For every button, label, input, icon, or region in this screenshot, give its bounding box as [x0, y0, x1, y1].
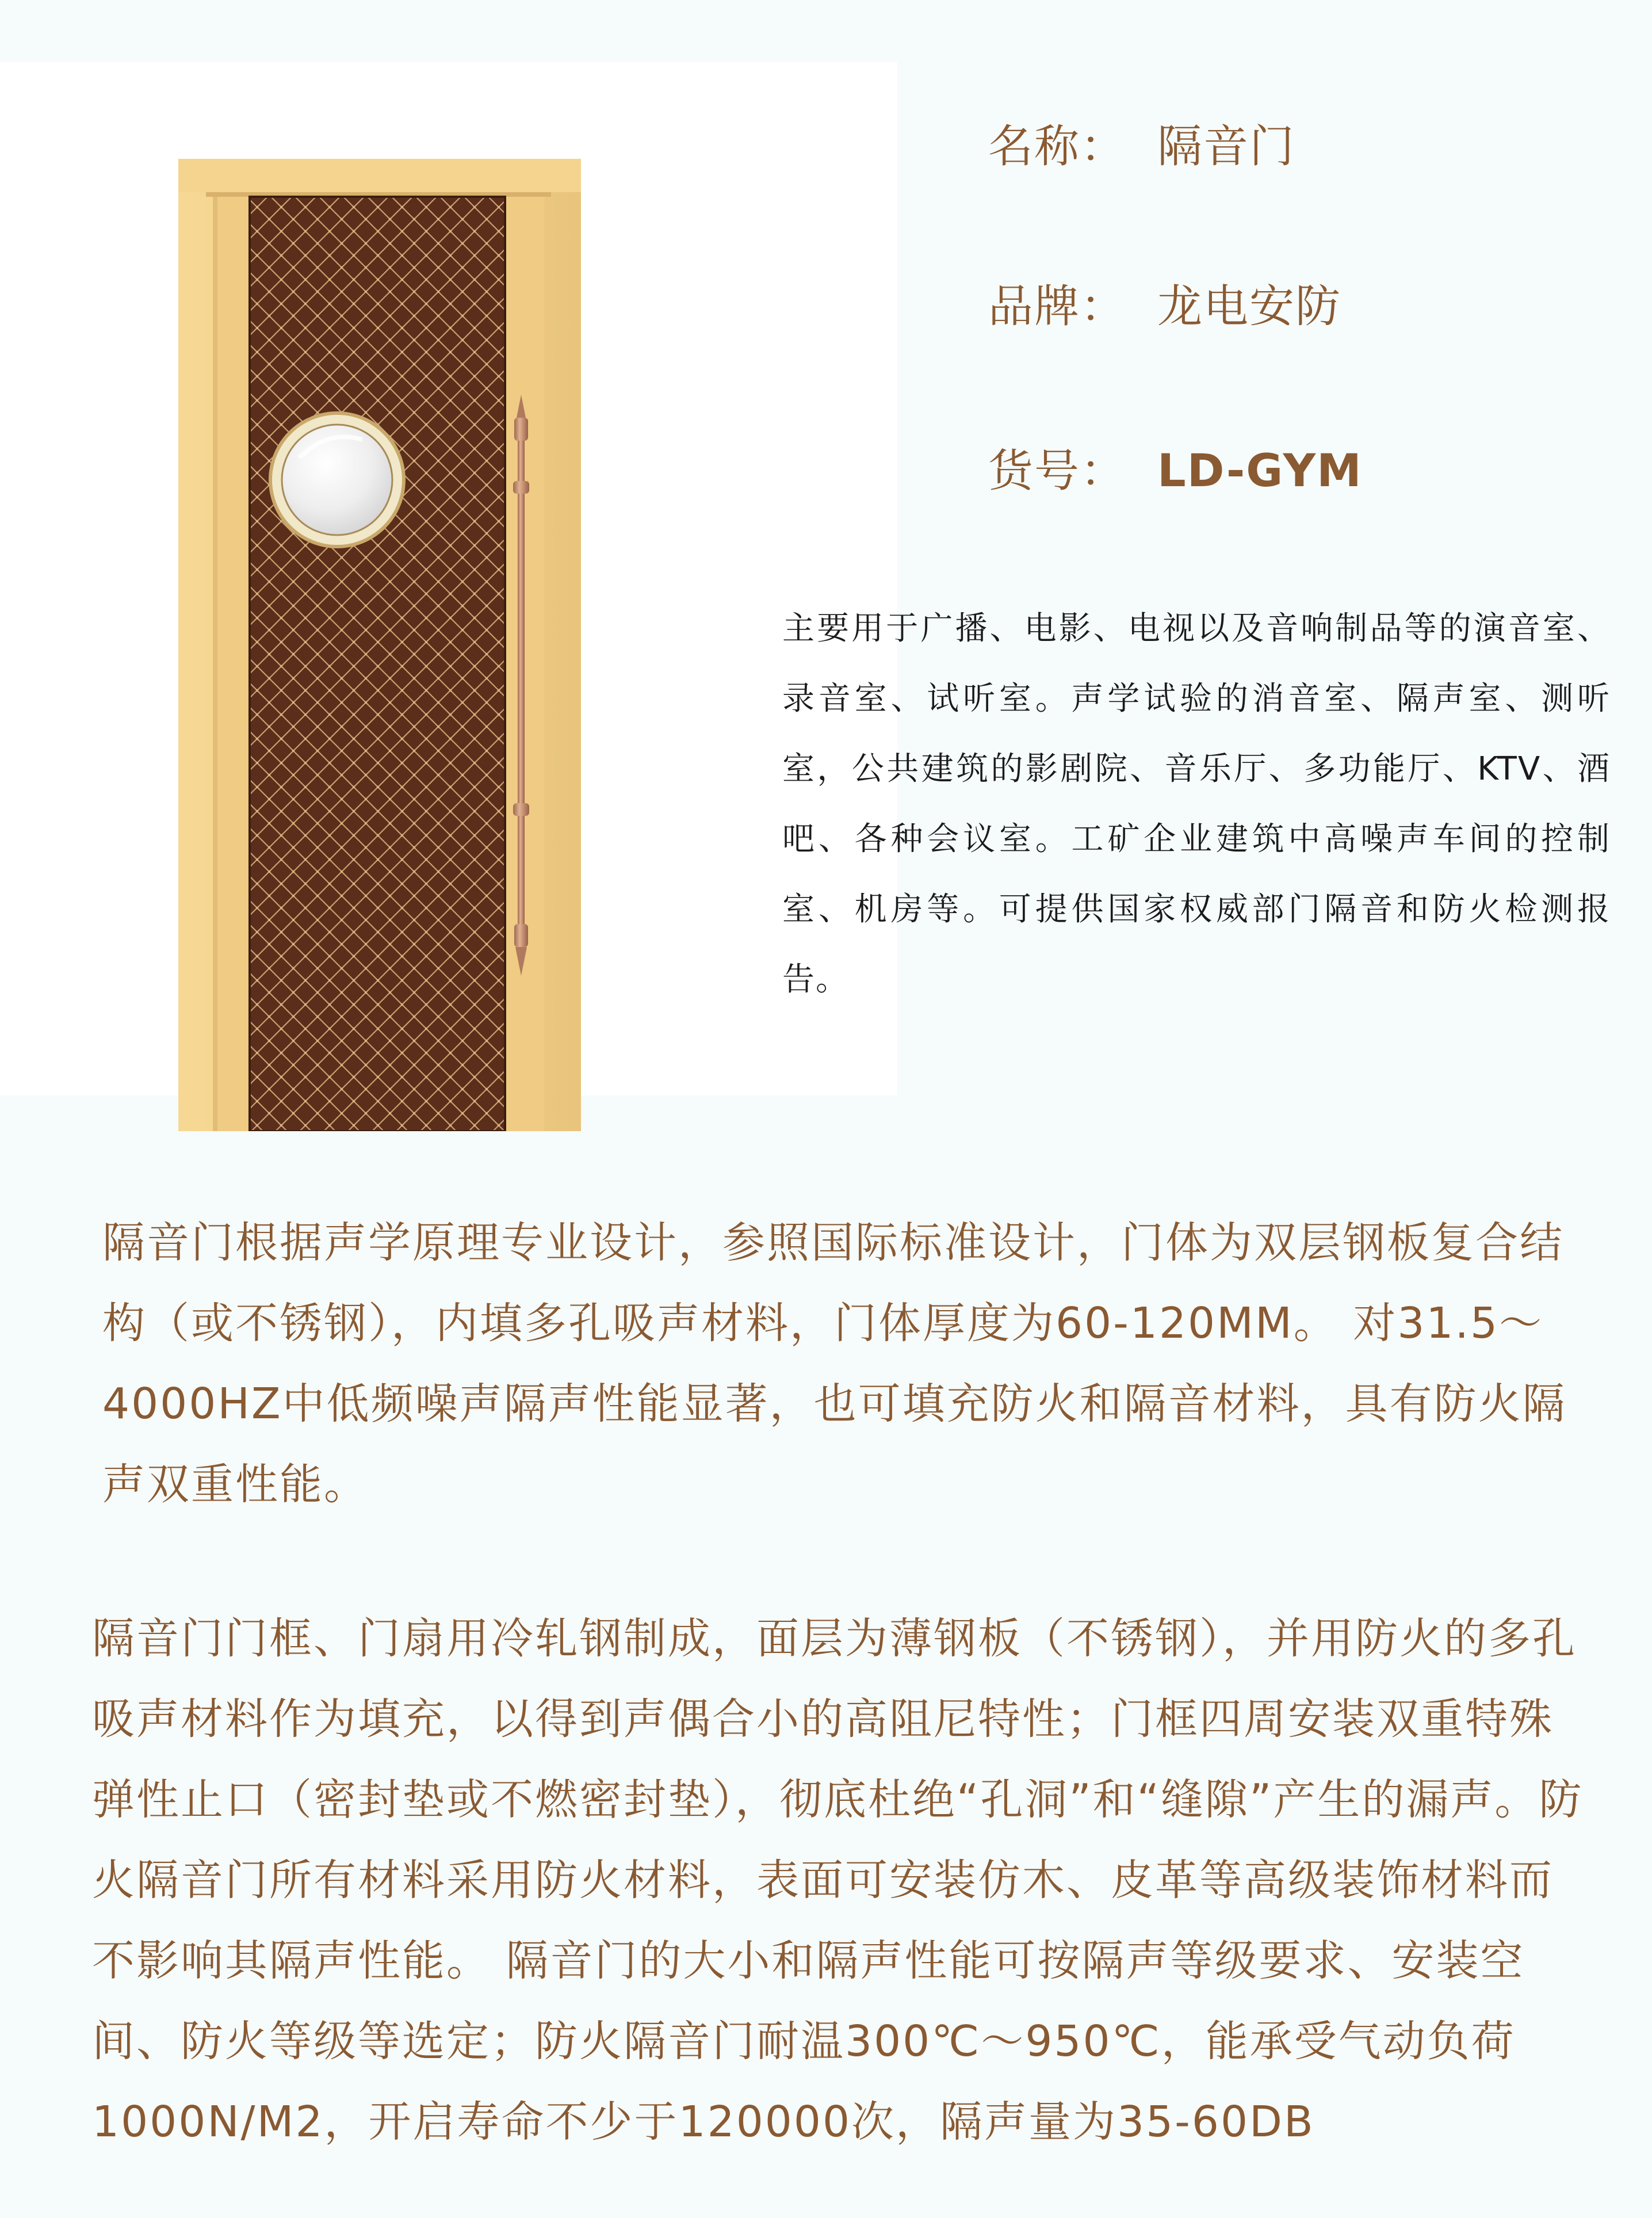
name-label: 名称： [988, 121, 1127, 173]
brand-label: 品牌： [988, 281, 1127, 333]
product-name [988, 121, 1296, 173]
product-code [988, 445, 1363, 497]
soundproof-door-image [173, 159, 610, 1131]
code-value: LD-GYM [1157, 445, 1363, 497]
brand-value: 龙电安防 [1157, 281, 1342, 333]
product-brand [988, 281, 1342, 333]
material-paragraph: 隔音门门框、门扇用冷轧钢制成，面层为薄钢板（不锈钢），并用防火的多孔吸声材料作为填充，以得到声偶合小的高阻尼特性；门框四周安装双重特殊弹性止口（密封垫或不燃密封垫），彻底杜绝“孔洞”和“缝隙”产生的漏声。防火隔音门所有材料采用防火材料，表面可安装仿木、皮革等高级装饰材料而不影响其隔声性能。 隔音门的大小和隔声性能可按隔声等级要求、安装空间、防火等级等选定；防火隔音门耐温300℃～950℃，能承受气动负荷1000N/M2，开启寿命不少于120000次，隔声量为35-60DB [92, 1614, 1584, 2147]
code-label: 货号： [988, 445, 1127, 497]
name-value: 隔音门 [1157, 121, 1296, 173]
design-paragraph: 隔音门根据声学原理专业设计，参照国际标准设计，门体为双层钢板复合结构（或不锈钢），内填多孔吸声材料，门体厚度为60-120MM。 对31.5～4000HZ中低频噪声隔声性能显著，也可填充防火和隔音材料，具有防火隔声双重性能。 [102, 1218, 1567, 1509]
usage-description: 主要用于广播、电影、电视以及音响制品等的演音室、录音室、试听室。声学试验的消音室、隔声室、测听室，公共建筑的影剧院、音乐厅、多功能厅、KTV、酒吧、各种会议室。工矿企业建筑中高噪声车间的控制室、机房等。可提供国家权威部门隔音和防火检测报告。 [782, 610, 1611, 998]
